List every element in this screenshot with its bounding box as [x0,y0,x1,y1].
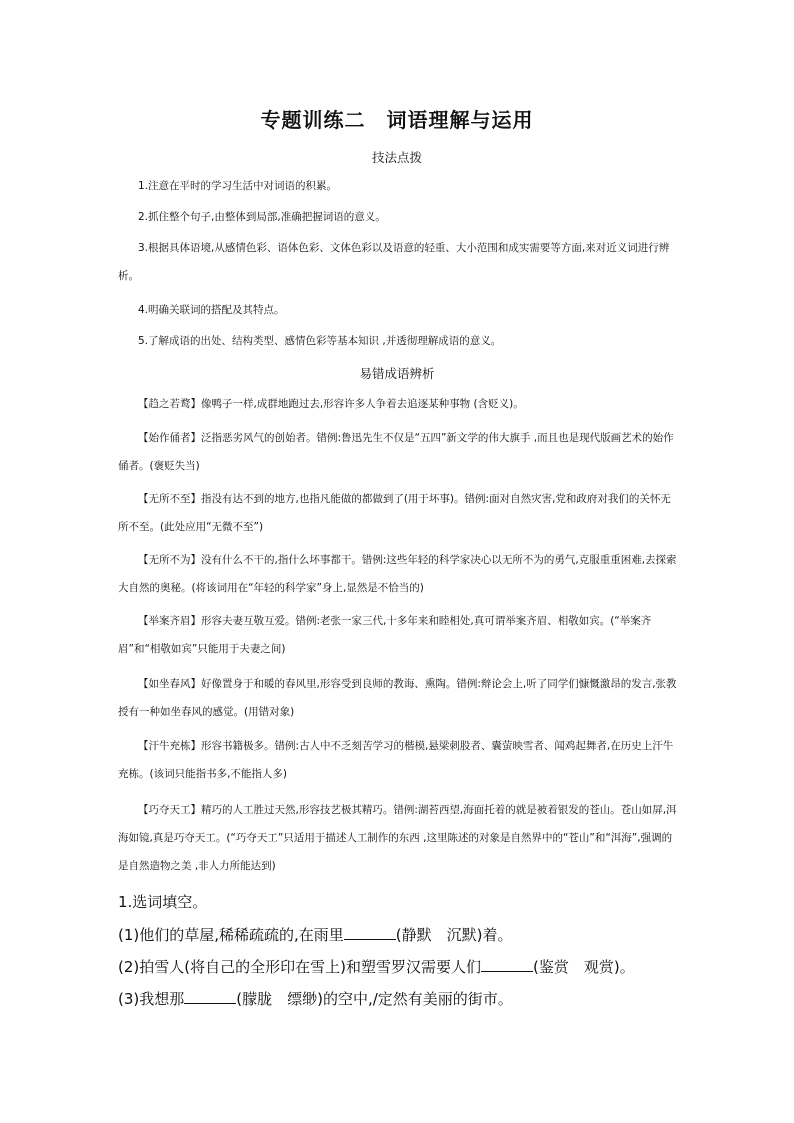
idiom-entry [118,670,678,726]
idiom-explanation: 形容夫妻互敬互爱。错例:老张一家三代,十多年来和睦相处,真可谓举案齐眉、相敬如宾。(“举案齐眉”和“相敬如宾”只能用于夫妻之间) [118,615,652,655]
idiom-entry [118,546,678,602]
idiom-explanation: 形容书籍极多。错例:古人中不乏刻苦学习的楷模,悬梁刺股者、囊萤映雪者、闻鸡起舞者,在历史上汗牛充栋。(该词只能指书多,不能指人多) [118,740,674,780]
page-title: 专题训练二 词语理解与运用 [260,108,534,132]
question-options: (静默 沉默) [395,926,483,944]
idiom-entry [118,796,678,880]
answer-blank[interactable] [481,957,533,972]
idiom-term: 【如坐春风】 [138,678,201,690]
idiom-term: 【趋之若鹜】 [138,398,201,410]
idiom-term: 【无所不为】 [138,554,201,566]
idiom-entry [118,607,678,663]
idiom-explanation: 没有什么不干的,指什么坏事都干。错例:这些年轻的科学家决心以无所不为的勇气,克服重重困难,去探索大自然的奥秘。(将该词用在“年轻的科学家”身上,显然是不恰当的) [118,554,677,594]
idiom-term: 【始作俑者】 [138,432,201,444]
idiom-term: 【巧夺天工】 [138,804,201,816]
section-heading-idioms: 易错成语辨析 [359,366,435,381]
question-text-end: 的空中,/定然有美丽的街市。 [322,990,513,1008]
question-text: (2)拍雪人(将自己的全形印在雪上)和塑雪罗汉需要人们 [118,958,481,976]
answer-blank[interactable] [344,925,396,940]
tip-item-1: 1.注意在平时的学习生活中对词语的积累。 [138,180,338,192]
tip-item-3: 3.根据具体语境,从感情色彩、语体色彩、文体色彩以及语意的轻重、大小范围和成实需要等方面,来对近义词进行辨析。 [118,242,670,282]
tip-item-4: 4.明确关联词的搭配及其特点。 [138,304,285,316]
exercise-heading: 1.选词填空。 [118,893,208,911]
tip-item-2: 2.抓住整个句子,由整体到局部,准确把握词语的意义。 [138,211,386,223]
idiom-entry [118,390,678,418]
idiom-entry [118,732,678,788]
question-text: (1)他们的草屋,稀稀疏疏的,在雨里 [118,926,344,944]
idiom-entry [118,485,678,541]
exercise-question-1 [118,925,698,945]
idiom-term: 【举案齐眉】 [138,615,201,627]
idiom-term: 【汗牛充栋】 [138,740,201,752]
exercise-question-3 [118,989,698,1009]
question-options: (朦胧 缥缈) [236,990,323,1008]
question-options: (鉴赏 观赏) [532,958,620,976]
answer-blank[interactable] [184,989,236,1004]
idiom-explanation: 指没有达不到的地方,也指凡能做的都做到了(用于坏事)。错例:面对自然灾害,党和政府对我们的关怀无所不至。(此处应用“无微不至”) [118,493,671,533]
idiom-explanation: 像鸭子一样,成群地跑过去,形容许多人争着去追逐某种事物 (含贬义)。 [201,398,524,410]
idiom-entry [118,424,678,480]
idiom-explanation: 精巧的人工胜过天然,形容技艺极其精巧。错例:湖苔西望,海面托着的就是被着银发的苍山。苍山如屏,洱海如镜,真是巧夺天工。(“巧夺天工”只适用于描述人工制作的东西 ,这里陈述的对象是自然界中的“苍山”和“洱海”,强调的是自然造物之美 ,非人力所能达到) [118,804,677,872]
question-text-end: 。 [619,958,635,976]
idiom-explanation: 好像置身于和暖的春风里,形容受到良师的教诲、熏陶。错例:辩论会上,听了同学们慷慨激昂的发言,张教授有一种如坐春风的感觉。(用错对象) [118,678,677,718]
idiom-term: 【无所不至】 [138,493,201,505]
section-heading-tips: 技法点拨 [371,150,422,165]
idiom-explanation: 泛指恶劣风气的创始者。错例:鲁迅先生不仅是“五四”新文学的伟大旗手 ,而且也是现代版画艺术的始作俑者。(褒贬失当) [118,432,674,472]
question-text: (3)我想那 [118,990,185,1008]
question-text-end: 着。 [482,926,513,944]
tip-item-5: 5.了解成语的出处、结构类型、感情色彩等基本知识 ,并透彻理解成语的意义。 [138,335,502,347]
exercise-question-2 [118,957,698,977]
